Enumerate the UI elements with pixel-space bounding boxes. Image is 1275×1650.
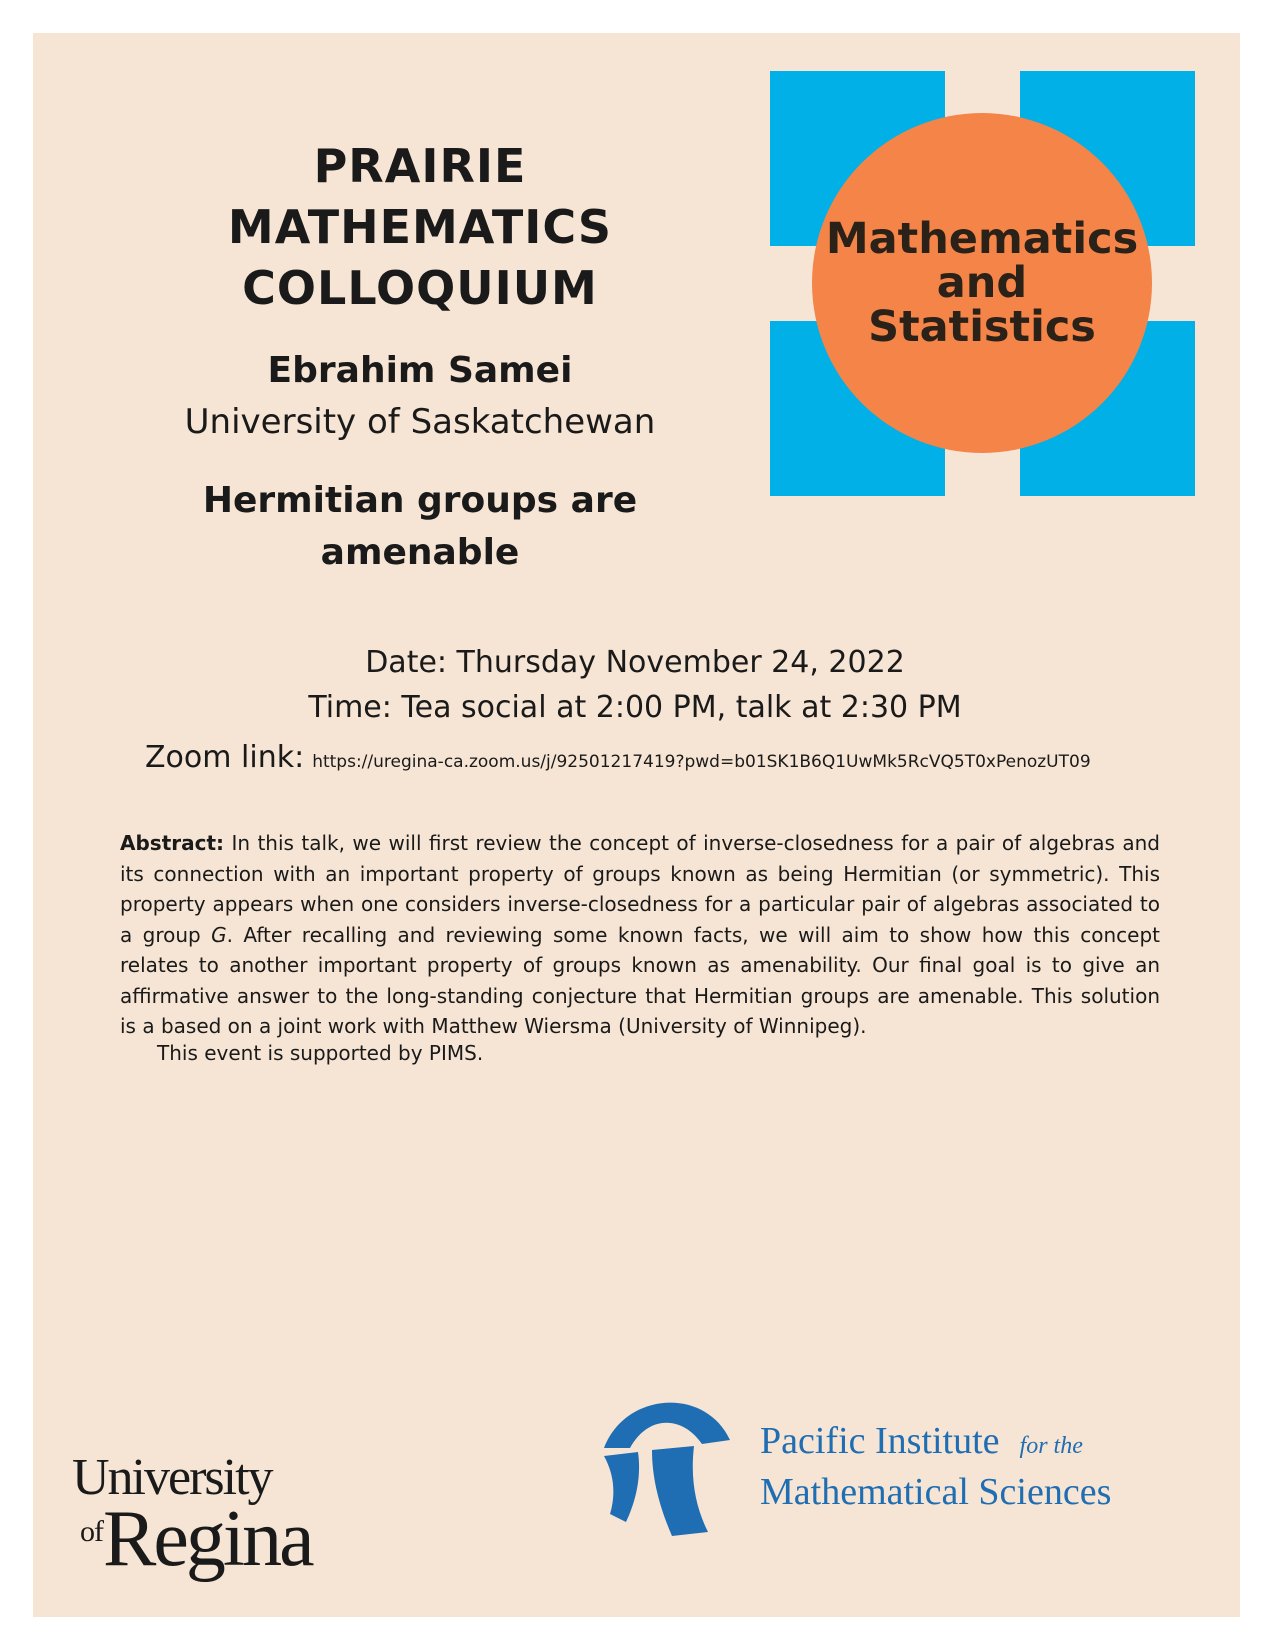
pims-pi-icon (590, 1390, 740, 1540)
speaker-affiliation: University of Saskatchewan (184, 402, 656, 442)
math-stats-logo (770, 71, 1195, 496)
uregina-of: of (80, 1515, 103, 1548)
colloquium-title (170, 136, 670, 319)
abstract-text-1: In this talk, we will first review the concept of inverse-closedness for a pair of algebras and its connection with an important property of groups known as being Hermitian (or symmetric). This property appears when one considers inverse-closedness for a particular pair of algebras associated to a group (120, 831, 1160, 947)
event-date: Date: Thursday November 24, 2022 (365, 645, 905, 680)
pims-pi-arc (604, 1403, 730, 1448)
pims-name-1: Pacific Institute (760, 1420, 1000, 1462)
logo-text-line-3: Statistics (868, 302, 1096, 352)
uregina-bottom-line (72, 1495, 312, 1593)
talk-title-line-2: amenable (320, 532, 520, 573)
title-line-3: COLLOQUIUM (242, 261, 598, 315)
pims-for-the: for the (1019, 1433, 1083, 1459)
talk-title (170, 475, 670, 579)
pims-line-1 (760, 1418, 1111, 1469)
abstract-group-symbol: G (211, 922, 227, 947)
logo-text-line-1: Mathematics (825, 214, 1139, 264)
zoom-row (145, 740, 1205, 775)
zoom-label: Zoom link: (145, 740, 305, 775)
university-of-regina-logo (72, 1449, 312, 1593)
uregina-university: University (72, 1449, 272, 1506)
pims-name-2: Mathematical Sciences (760, 1471, 1112, 1513)
event-time: Time: Tea social at 2:00 PM, talk at 2:30 PM (308, 690, 962, 725)
zoom-link[interactable]: https://uregina-ca.zoom.us/j/92501217419?pwd=b01SK1B6Q1UwMk5RcVQ5T0xPenozUT09 (312, 752, 1091, 772)
abstract-text-2: . After recalling and reviewing some known facts, we will aim to show how this concept relates to another important property of groups known as amenability. Our final goal is to give an affirmative answer to the long-standing conjecture that Hermitian groups are amenable. This solution is a based on a joint work with Matthew Wiersma (University of Winnipeg). (120, 922, 1161, 1038)
title-line-1: PRAIRIE (313, 139, 527, 193)
abstract (120, 828, 1160, 1042)
talk-title-line-1: Hermitian groups are (202, 480, 638, 521)
uregina-regina: Regina (103, 1495, 312, 1583)
pims-pi-left-leg (604, 1452, 639, 1522)
support-note: This event is supported by PIMS. (157, 1041, 484, 1065)
title-line-2: MATHEMATICS (227, 200, 613, 254)
pims-logo-text (760, 1418, 1111, 1515)
speaker-name: Ebrahim Samei (267, 350, 573, 391)
abstract-label: Abstract: (120, 831, 225, 855)
pims-pi-right-leg (652, 1446, 708, 1536)
logo-text-line-2: and (936, 258, 1028, 308)
logo-circle (812, 113, 1152, 453)
